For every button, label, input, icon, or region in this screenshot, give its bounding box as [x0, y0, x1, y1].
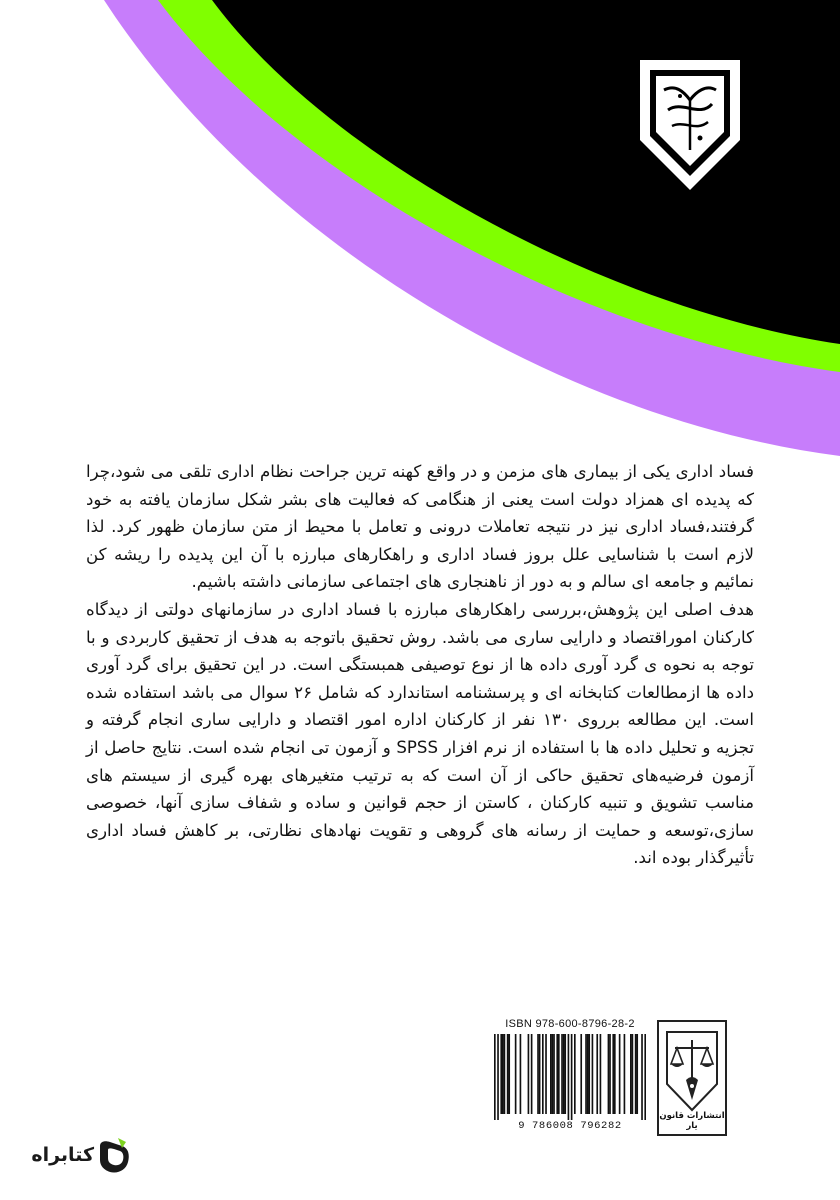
barcode-bar — [630, 1034, 632, 1114]
blurb-paragraph-2: هدف اصلی این پژوهش،بررسی راهکارهای مبارزه با فساد اداری در سازمانهای دولتی از دیدگاه کارکنان اموراقتصاد و دارایی ساری می باشد. روش تحقیق باتوجه به هدف از تحقیق کاربردی و با توجه به نحوه ی گرد آوری داده ها از نوع توصیفی همبستگی است. در این تحقیق برای گرد آوری داده ها ازمطالعات کتابخانه ای و پرسشنامه استاندارد که شامل ۲۶ سوال می باشد استفاده شده است. این مطالعه برروی ۱۳۰ نفر از کارکنان اداره امور اقتصاد و دارایی ساری انجام گرفته و تجزیه و تحلیل داده ها با استفاده از نرم افزار SPSS و آزمون تی انجام شده است. نتایج حاصل از آزمون فرضیه‌های تحقیق حاکی از آن است که به ترتیب متغیرهای بهره گیری از سیستم های مناسب تشویق و تنبیه کارکنان ، کاستن از حجم قوانین و ساده و شفاف سازی آنها، خصوصی سازی،توسعه و حمایت از رسانه های گروهی و تقویت نهادهای نظارتی، بر کاهش فساد اداری تأثیرگذار بوده اند. — [86, 599, 754, 868]
publisher-logo — [657, 1020, 727, 1136]
barcode-bar — [588, 1034, 590, 1114]
barcode-bar — [515, 1034, 517, 1114]
barcode-bar — [608, 1034, 610, 1114]
barcode-bar — [600, 1034, 602, 1114]
ketabrah-logo-icon — [96, 1138, 132, 1176]
barcode-bar — [552, 1034, 554, 1114]
barcode-bar — [574, 1034, 576, 1114]
barcode-bar — [614, 1034, 616, 1114]
barcode-bar — [596, 1034, 598, 1114]
barcode-bar — [507, 1034, 509, 1114]
barcode-bar — [580, 1034, 582, 1114]
barcode-bar — [542, 1034, 544, 1114]
barcode-bar — [504, 1034, 506, 1114]
blurb-paragraph-1: فساد اداری یکی از بیماری های مزمن و در واقع کهنه ترین جراحت نظام اداری تلقی می شود،چرا که پدیده ای همزاد دولت است یعنی از هنگامی که فعالیت های بشر شکل سازمان یافته به خود گرفتند،فساد اداری نیز در نتیجه تعاملات درونی و تعامل با محیط از متن سازمان ظهور کرد. لذا لازم است با شناسایی علل بروز فساد اداری و راهکارهای مبارزه با آن این پدیده را ریشه کن نمائیم و جامعه ای سالم و به دور از ناهنجاری های اجتماعی سازمانی داشته باشیم. — [86, 462, 754, 592]
barcode-bar — [550, 1034, 552, 1114]
barcode-bar — [563, 1034, 565, 1114]
ketabrah-watermark — [31, 1136, 136, 1180]
barcode-bar — [558, 1034, 560, 1114]
barcode-bar — [636, 1034, 638, 1114]
barcode-bar — [635, 1034, 637, 1114]
barcode-bar — [571, 1034, 573, 1120]
barcode-bar — [624, 1034, 626, 1114]
barcode-bar — [528, 1034, 530, 1114]
barcode-bar — [632, 1034, 634, 1114]
barcode-bar — [592, 1034, 594, 1114]
barcode-bar — [500, 1034, 502, 1114]
barcode-bar — [564, 1034, 566, 1114]
barcode-bar — [587, 1034, 589, 1114]
barcode-bar — [497, 1034, 499, 1120]
barcode-bar — [539, 1034, 541, 1114]
barcode-bar — [568, 1034, 570, 1120]
barcode-bar — [619, 1034, 621, 1114]
barcode-bar — [508, 1034, 510, 1114]
scales-of-justice-pen-icon — [659, 1022, 725, 1118]
barcode-bar — [537, 1034, 539, 1114]
isbn-label: ISBN 978-600-8796-28-2 — [505, 1018, 635, 1030]
barcode-bar — [585, 1034, 587, 1114]
barcode-bar — [561, 1034, 563, 1114]
barcode-bar — [545, 1034, 547, 1114]
barcode-bar — [612, 1034, 614, 1114]
barcode-bar — [520, 1034, 522, 1114]
barcode-bar — [641, 1034, 643, 1120]
back-cover-blurb — [86, 458, 754, 872]
barcode-bar — [494, 1034, 496, 1120]
barcode-bar — [531, 1034, 533, 1114]
barcode-bar — [644, 1034, 646, 1120]
barcode-bar — [553, 1034, 555, 1114]
barcode-bar — [609, 1034, 611, 1114]
publisher-name: انتشارات قانون یار — [659, 1111, 725, 1131]
barcode-bar — [502, 1034, 504, 1114]
watermark-text: کتابراه — [31, 1144, 94, 1166]
cover-art — [0, 0, 840, 460]
isbn-barcode-block — [490, 1018, 650, 1136]
barcode — [494, 1034, 646, 1120]
barcode-bar — [556, 1034, 558, 1114]
barcode-digits: 9 786008 796282 — [518, 1120, 622, 1132]
